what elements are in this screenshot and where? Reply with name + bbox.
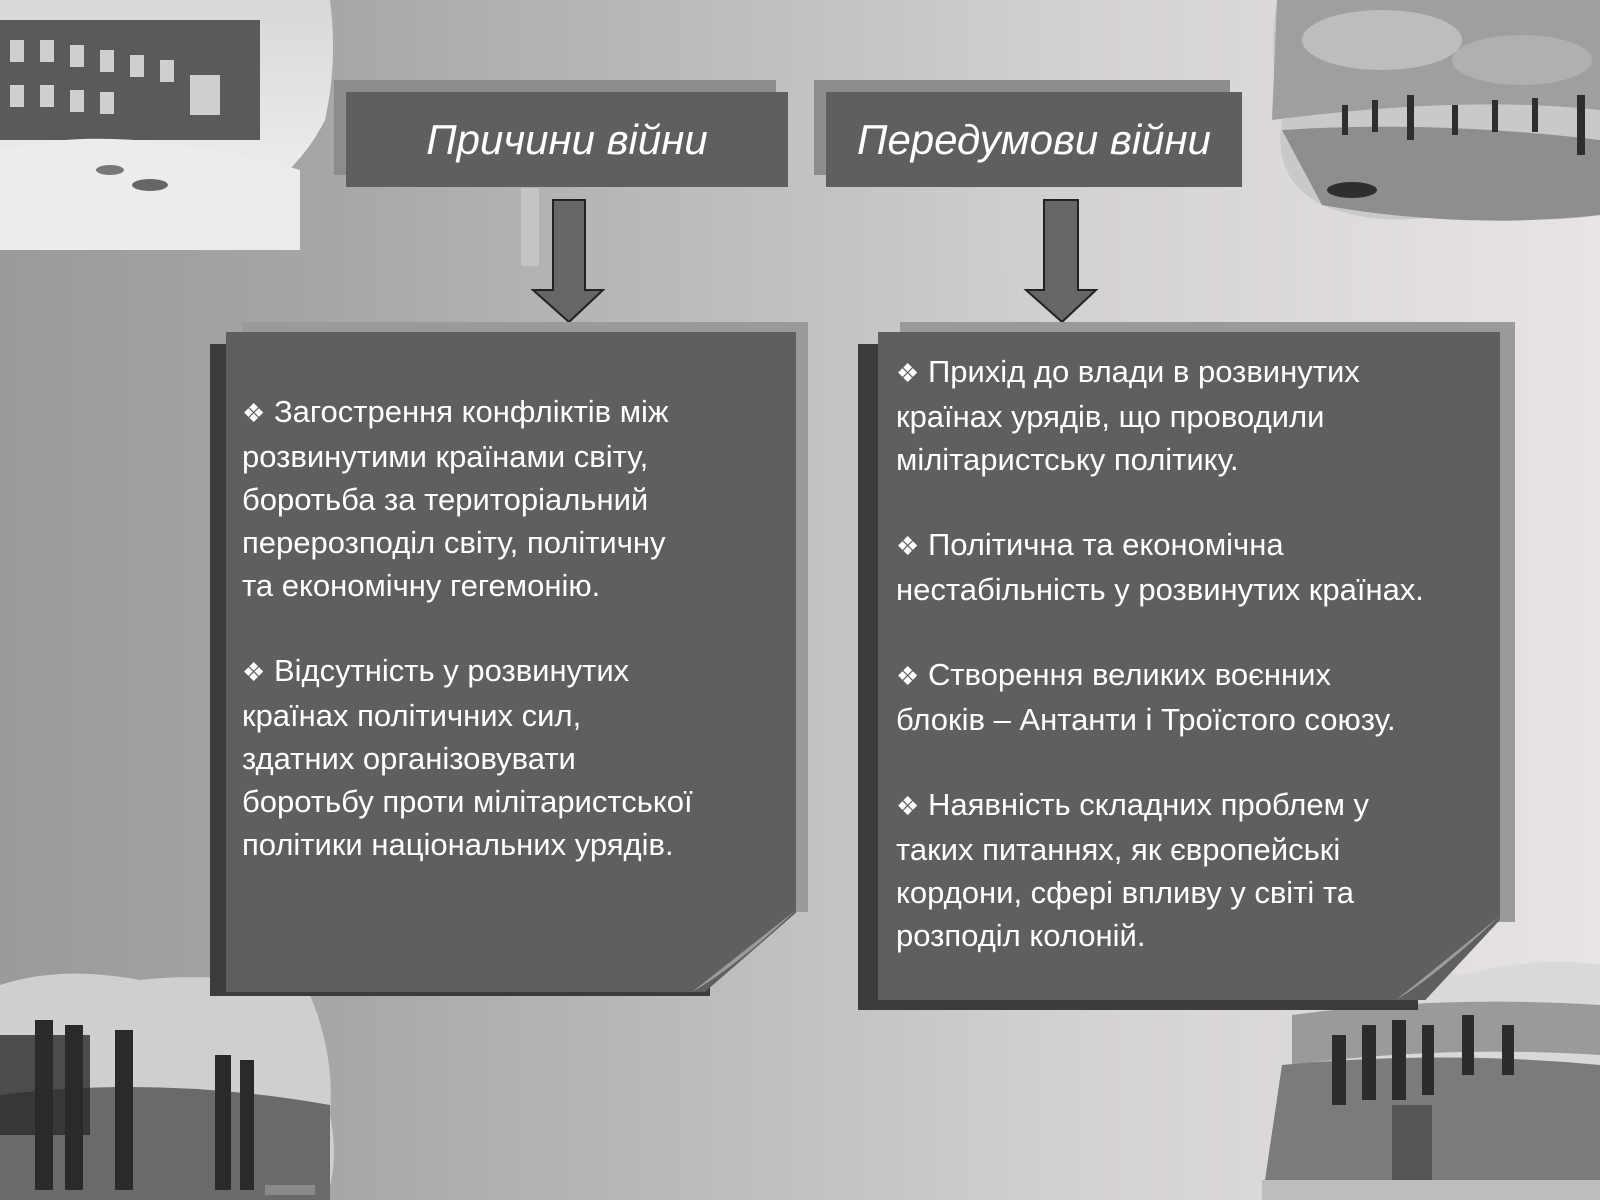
left-list [242, 390, 802, 908]
left-panel [208, 320, 808, 1000]
left-item-text: Загострення конфліктів між розвинутими країнами світу, боротьба за територіальний перерозподіл світу, політичну та економічну гегемонію. [242, 394, 669, 603]
left-item-text: Відсутність у розвинутих країнах політичних сил, здатних організовувати боротьбу проти мілітаристської політики національних урядів. [242, 653, 693, 862]
bullet-icon: ❖ [242, 657, 266, 687]
bullet-icon: ❖ [242, 398, 266, 428]
photo-ruined-building [0, 0, 340, 250]
right-down-arrow-icon [1000, 182, 1100, 324]
left-list-item [242, 649, 802, 866]
right-title: Передумови війни [857, 115, 1211, 163]
bullet-icon: ❖ [896, 531, 920, 561]
right-item-text: Прихід до влади в розвинутих країнах урядів, що проводили мілітаристську політику. [896, 354, 1360, 477]
bullet-icon: ❖ [896, 661, 920, 691]
bullet-icon: ❖ [896, 358, 920, 388]
left-page-curl [692, 910, 798, 1000]
right-item-text: Політична та економічна нестабільність у розвинутих країнах. [896, 527, 1424, 607]
photo-military-parade [0, 965, 340, 1200]
right-list-item [896, 783, 1516, 957]
right-item-text: Наявність складних проблем у таких питаннях, як європейські кордони, сфері впливу у світі та розподіл колоній. [896, 787, 1370, 953]
right-list-item [896, 653, 1516, 741]
right-item-text: Створення великих воєнних блоків – Антанти і Троїстого союзу. [896, 657, 1396, 737]
photo-soldiers-attack [1262, 0, 1600, 235]
left-title: Причини війни [426, 115, 708, 163]
right-title-box [826, 92, 1242, 187]
right-panel [856, 320, 1516, 1020]
right-list-item [896, 350, 1516, 481]
left-list-item [242, 390, 802, 607]
right-list-item [896, 523, 1516, 611]
left-down-arrow-icon [515, 182, 605, 324]
bullet-icon: ❖ [896, 791, 920, 821]
right-list [896, 350, 1516, 999]
left-title-box [346, 92, 788, 187]
